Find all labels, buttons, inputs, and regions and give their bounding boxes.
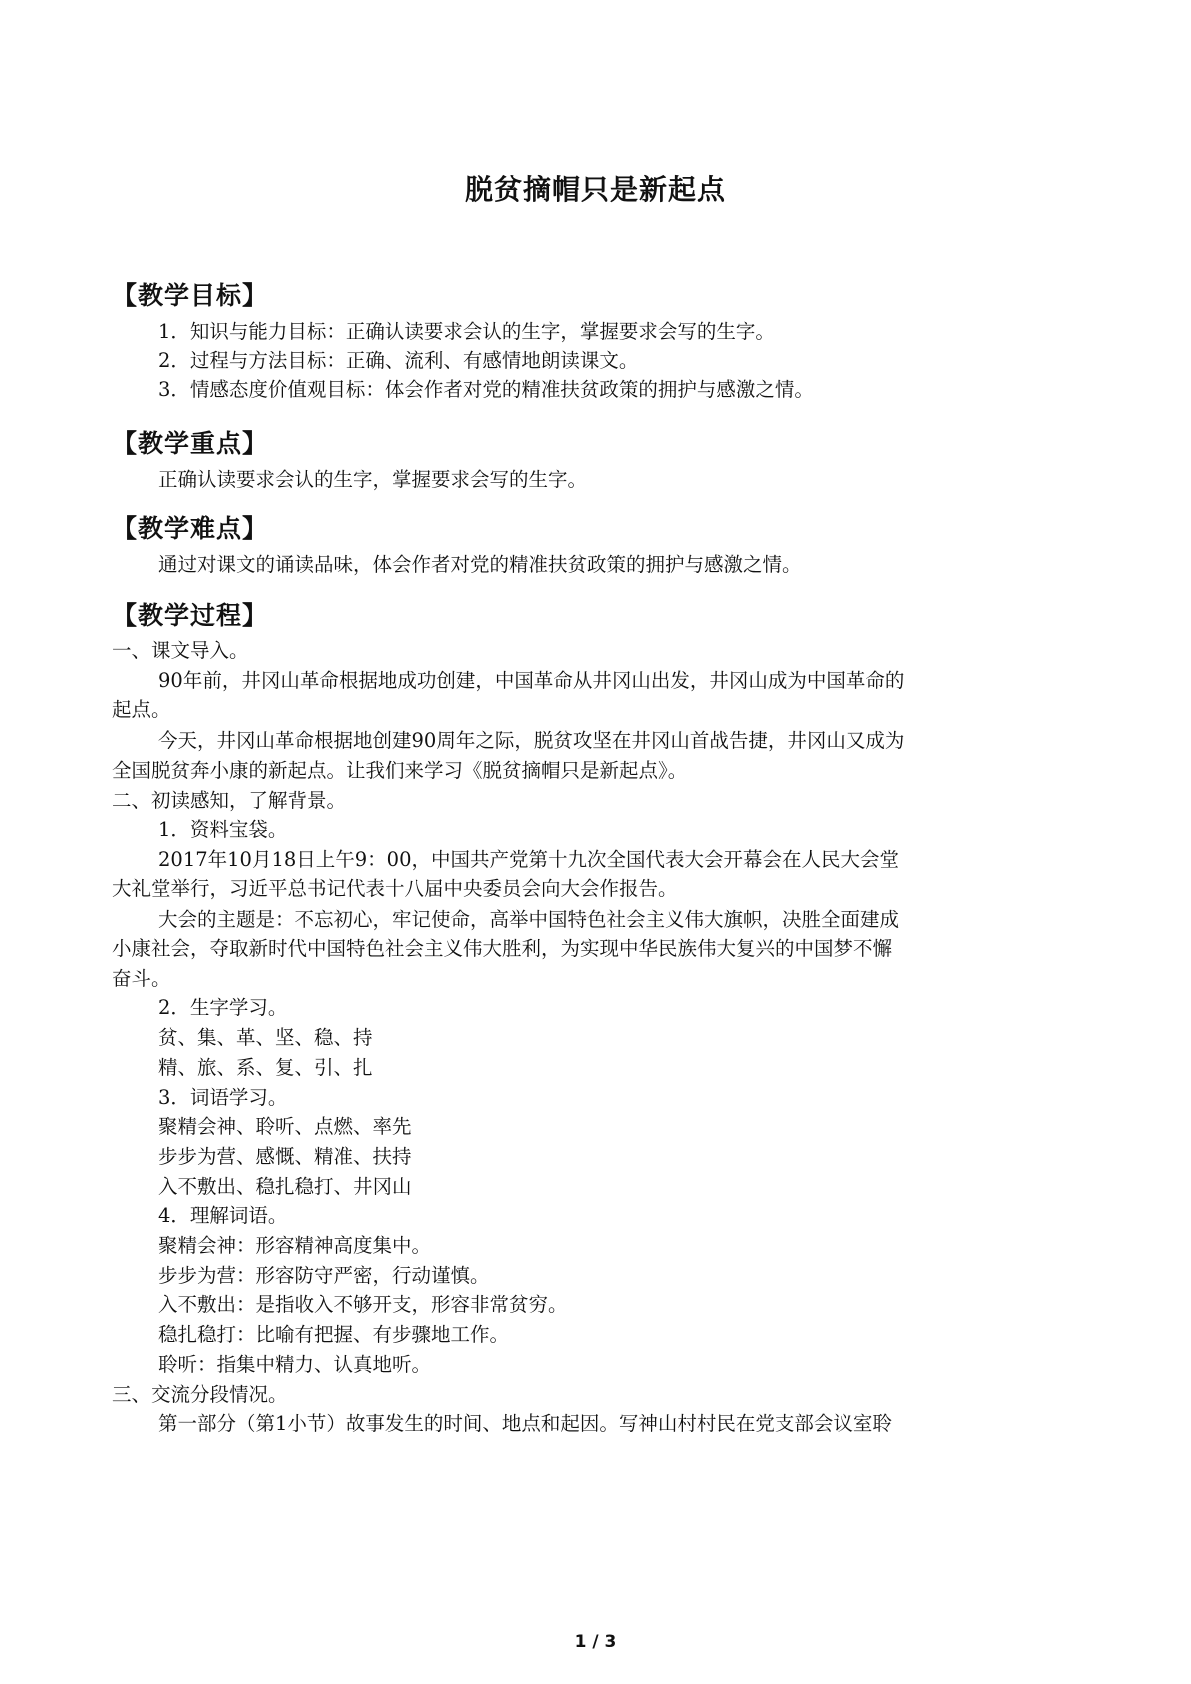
paragraph-line: 小康社会，夺取新时代中国特色社会主义伟大胜利，为实现中华民族伟大复兴的中国梦不懈 — [112, 937, 893, 960]
section-3-title: 三、交流分段情况。 — [112, 1383, 288, 1406]
subsection-title: 1．资料宝袋。 — [158, 818, 288, 841]
word-list: 步步为营、感慨、精准、扶持 — [158, 1145, 412, 1168]
heading-teaching-difficulty: 【教学难点】 — [112, 514, 269, 543]
word-definition: 步步为营：形容防守严密，行动谨慎。 — [158, 1264, 490, 1287]
key-point-text: 正确认读要求会认的生字，掌握要求会写的生字。 — [158, 468, 588, 491]
paragraph-line: 全国脱贫奔小康的新起点。让我们来学习《脱贫摘帽只是新起点》。 — [112, 759, 688, 782]
heading-teaching-process: 【教学过程】 — [112, 601, 269, 630]
paragraph-line: 奋斗。 — [112, 967, 171, 990]
page-number: 1 / 3 — [574, 1632, 617, 1652]
heading-teaching-key-point: 【教学重点】 — [112, 429, 269, 458]
paragraph-line: 今天，井冈山革命根据地创建90周年之际，脱贫攻坚在井冈山首战告捷，井冈山又成为 — [158, 729, 905, 752]
paragraph-line: 90年前，井冈山革命根据地成功创建，中国革命从井冈山出发，井冈山成为中国革命的 — [158, 669, 905, 692]
subsection-title: 2．生字学习。 — [158, 996, 288, 1019]
paragraph-line: 第一部分（第1小节）故事发生的时间、地点和起因。写神山村村民在党支部会议室聆 — [158, 1412, 892, 1435]
word-list: 入不敷出、稳扎稳打、井冈山 — [158, 1175, 412, 1198]
subsection-title: 4．理解词语。 — [158, 1204, 288, 1227]
paragraph-line: 大会的主题是：不忘初心，牢记使命，高举中国特色社会主义伟大旗帜，决胜全面建成 — [158, 908, 900, 931]
goal-item-3: 3．情感态度价值观目标：体会作者对党的精准扶贫政策的拥护与感激之情。 — [158, 378, 814, 401]
paragraph-line: 起点。 — [112, 698, 171, 721]
character-list: 精、旅、系、复、引、扎 — [158, 1056, 373, 1079]
word-definition: 聚精会神：形容精神高度集中。 — [158, 1234, 432, 1257]
section-1-title: 一、课文导入。 — [112, 639, 249, 662]
word-definition: 入不敷出：是指收入不够开支，形容非常贫穷。 — [158, 1293, 568, 1316]
difficulty-text: 通过对课文的诵读品味，体会作者对党的精准扶贫政策的拥护与感激之情。 — [158, 553, 802, 576]
paragraph-line: 大礼堂举行，习近平总书记代表十八届中央委员会向大会作报告。 — [112, 877, 678, 900]
word-definition: 聆听：指集中精力、认真地听。 — [158, 1353, 432, 1376]
goal-item-1: 1．知识与能力目标：正确认读要求会认的生字，掌握要求会写的生字。 — [158, 320, 775, 343]
word-list: 聚精会神、聆听、点燃、率先 — [158, 1115, 412, 1138]
goal-item-2: 2．过程与方法目标：正确、流利、有感情地朗读课文。 — [158, 349, 639, 372]
subsection-title: 3．词语学习。 — [158, 1086, 288, 1109]
heading-teaching-goals: 【教学目标】 — [112, 281, 269, 310]
page-title: 脱贫摘帽只是新起点 — [464, 173, 726, 206]
paragraph-line: 2017年10月18日上午9：00，中国共产党第十九次全国代表大会开幕会在人民大会堂 — [158, 848, 899, 871]
character-list: 贫、集、革、坚、稳、持 — [158, 1026, 373, 1049]
section-2-title: 二、初读感知，了解背景。 — [112, 789, 347, 812]
word-definition: 稳扎稳打：比喻有把握、有步骤地工作。 — [158, 1323, 510, 1346]
